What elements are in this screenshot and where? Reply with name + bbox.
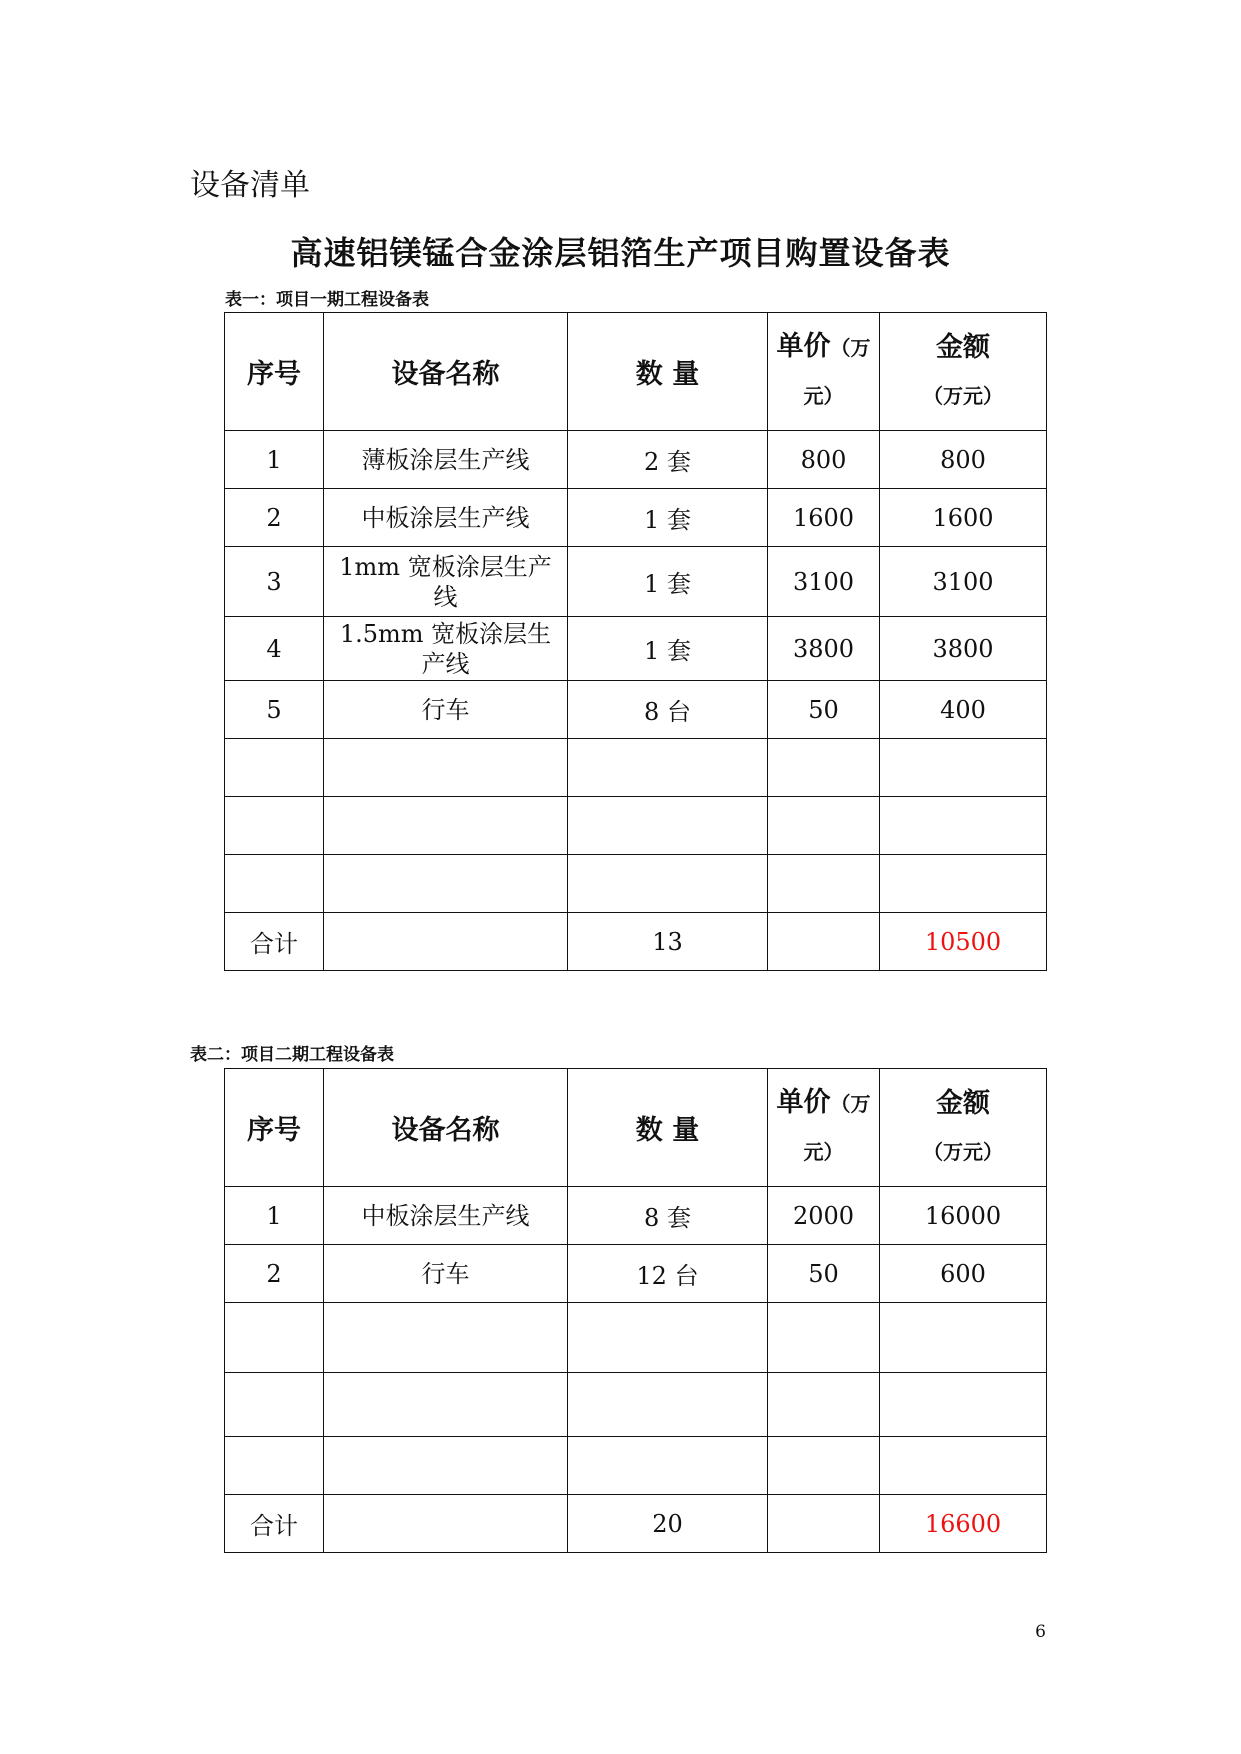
cell-qty: 2 套 — [568, 431, 768, 489]
total-row — [225, 913, 1047, 971]
empty-row — [225, 1303, 1047, 1373]
table-row — [225, 1245, 1047, 1303]
cell-price: 3800 — [768, 617, 880, 681]
total-qty: 20 — [568, 1495, 768, 1553]
total-qty: 13 — [568, 913, 768, 971]
cell-name: 中板涂层生产线 — [324, 489, 568, 547]
table-row — [225, 681, 1047, 739]
cell-amount: 400 — [880, 681, 1047, 739]
cell-amount: 3100 — [880, 547, 1047, 617]
cell-price: 2000 — [768, 1187, 880, 1245]
header-unit-price-main: 单价 — [776, 1087, 831, 1118]
header-amount-main: 金额 — [936, 331, 990, 363]
table-row — [225, 547, 1047, 617]
cell-seq: 2 — [225, 1245, 324, 1303]
cell-name: 中板涂层生产线 — [324, 1187, 568, 1245]
cell-name: 薄板涂层生产线 — [324, 431, 568, 489]
table1-caption: 表一：项目一期工程设备表 — [225, 290, 429, 310]
total-amount: 10500 — [880, 913, 1047, 971]
table-row — [225, 489, 1047, 547]
table-header-row — [225, 1069, 1047, 1187]
cell-name: 行车 — [324, 1245, 568, 1303]
total-label: 合计 — [225, 1495, 324, 1553]
header-unit-price-unit-b: 元） — [803, 1140, 844, 1164]
equipment-table-phase2 — [224, 1068, 1047, 1553]
header-seq: 序号 — [225, 1069, 324, 1187]
table2-caption: 表二：项目二期工程设备表 — [190, 1045, 394, 1065]
table-row — [225, 1187, 1047, 1245]
section-heading: 设备清单 — [190, 168, 310, 203]
header-amount — [880, 313, 1047, 431]
page-number: 6 — [1035, 1622, 1046, 1642]
table-row — [225, 431, 1047, 489]
empty-row — [225, 797, 1047, 855]
header-qty: 数 量 — [568, 313, 768, 431]
cell-price: 800 — [768, 431, 880, 489]
header-unit-price-unit-a: （万 — [830, 1092, 871, 1116]
equipment-table-phase1 — [224, 312, 1047, 971]
total-label: 合计 — [225, 913, 324, 971]
cell-amount: 16000 — [880, 1187, 1047, 1245]
header-seq: 序号 — [225, 313, 324, 431]
cell-amount: 1600 — [880, 489, 1047, 547]
cell-seq: 1 — [225, 431, 324, 489]
cell-seq: 5 — [225, 681, 324, 739]
header-unit-price-main: 单价 — [776, 331, 831, 362]
cell-name: 1mm 宽板涂层生产线 — [324, 547, 568, 617]
cell-qty: 1 套 — [568, 617, 768, 681]
header-unit-price-unit-b: 元） — [803, 384, 844, 408]
cell-name: 1.5mm 宽板涂层生产线 — [324, 617, 568, 681]
cell-amount: 600 — [880, 1245, 1047, 1303]
cell-qty: 8 台 — [568, 681, 768, 739]
header-name: 设备名称 — [324, 1069, 568, 1187]
total-amount: 16600 — [880, 1495, 1047, 1553]
cell-seq: 4 — [225, 617, 324, 681]
cell-price: 3100 — [768, 547, 880, 617]
empty-row — [225, 1437, 1047, 1495]
header-unit-price — [768, 1069, 880, 1187]
total-row — [225, 1495, 1047, 1553]
cell-qty: 1 套 — [568, 489, 768, 547]
cell-qty: 1 套 — [568, 547, 768, 617]
cell-price: 1600 — [768, 489, 880, 547]
cell-seq: 3 — [225, 547, 324, 617]
header-unit-price-unit-a: （万 — [830, 336, 871, 360]
cell-seq: 2 — [225, 489, 324, 547]
empty-row — [225, 739, 1047, 797]
cell-qty: 12 台 — [568, 1245, 768, 1303]
cell-amount: 800 — [880, 431, 1047, 489]
table-row — [225, 617, 1047, 681]
header-amount-unit: （万元） — [923, 1139, 1003, 1164]
header-qty: 数 量 — [568, 1069, 768, 1187]
header-name: 设备名称 — [324, 313, 568, 431]
cell-price: 50 — [768, 681, 880, 739]
header-amount — [880, 1069, 1047, 1187]
cell-amount: 3800 — [880, 617, 1047, 681]
empty-row — [225, 855, 1047, 913]
table-header-row — [225, 313, 1047, 431]
empty-row — [225, 1373, 1047, 1437]
header-amount-unit: （万元） — [923, 383, 1003, 408]
header-amount-main: 金额 — [936, 1087, 990, 1119]
cell-name: 行车 — [324, 681, 568, 739]
header-unit-price — [768, 313, 880, 431]
cell-qty: 8 套 — [568, 1187, 768, 1245]
document-title: 高速铝镁锰合金涂层铝箔生产项目购置设备表 — [290, 234, 951, 272]
cell-price: 50 — [768, 1245, 880, 1303]
cell-seq: 1 — [225, 1187, 324, 1245]
